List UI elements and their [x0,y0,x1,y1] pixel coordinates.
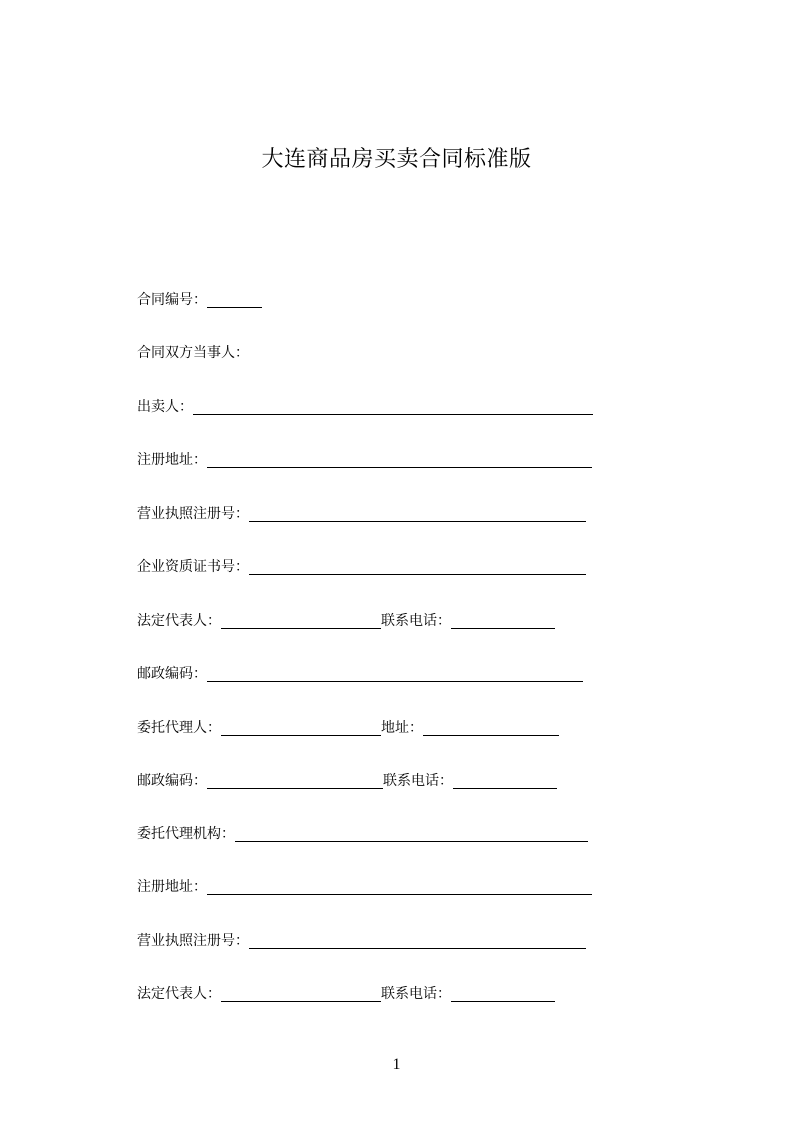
seller-blank[interactable] [193,400,593,415]
contract-number-line [137,289,262,311]
seller-legal-rep-blank[interactable] [221,614,381,629]
seller-address-label: 注册地址： [137,452,207,468]
seller-label: 出卖人： [137,399,193,415]
seller-address-line [137,449,592,471]
document-title: 大连商品房买卖合同标准版 [261,147,532,172]
agency-blank[interactable] [235,827,588,842]
agent-blank[interactable] [221,721,381,736]
contract-number-label: 合同编号： [137,292,207,308]
seller-qualification-label: 企业资质证书号： [137,559,249,575]
agent-phone-label: 联系电话： [383,773,453,789]
seller-address-blank[interactable] [207,453,592,468]
seller-postcode-blank[interactable] [207,667,583,682]
agency-license-line [137,930,586,952]
agent-address-blank[interactable] [423,721,559,736]
page-number: 1 [392,1056,401,1073]
agent-phone-blank[interactable] [453,774,557,789]
agent-address-label: 地址： [381,720,423,736]
agent-postcode-blank[interactable] [207,774,383,789]
agent-line [137,717,559,739]
seller-license-blank[interactable] [249,507,586,522]
seller-legal-rep-line [137,610,555,632]
agent-postcode-label: 邮政编码： [137,773,207,789]
seller-license-line [137,503,586,525]
agency-legal-rep-blank[interactable] [221,987,381,1002]
seller-postcode-line [137,663,583,685]
parties-line [137,342,249,364]
agency-license-blank[interactable] [249,934,586,949]
agency-label: 委托代理机构： [137,826,235,842]
seller-license-label: 营业执照注册号： [137,506,249,522]
agency-phone-blank[interactable] [451,987,555,1002]
agency-legal-rep-label: 法定代表人： [137,986,221,1002]
seller-phone-label: 联系电话： [381,613,451,629]
agency-line [137,823,588,845]
agency-address-line [137,876,592,898]
seller-qualification-blank[interactable] [249,560,586,575]
contract-number-blank[interactable] [207,293,262,308]
seller-qualification-line [137,556,586,578]
seller-legal-rep-label: 法定代表人： [137,613,221,629]
seller-postcode-label: 邮政编码： [137,666,207,682]
agency-phone-label: 联系电话： [381,986,451,1002]
agent-postcode-line [137,770,557,792]
parties-label: 合同双方当事人： [137,345,249,361]
seller-line [137,396,593,418]
agency-legal-rep-line [137,983,555,1005]
agency-address-label: 注册地址： [137,879,207,895]
agency-address-blank[interactable] [207,880,592,895]
seller-phone-blank[interactable] [451,614,555,629]
agency-license-label: 营业执照注册号： [137,933,249,949]
agent-label: 委托代理人： [137,720,221,736]
